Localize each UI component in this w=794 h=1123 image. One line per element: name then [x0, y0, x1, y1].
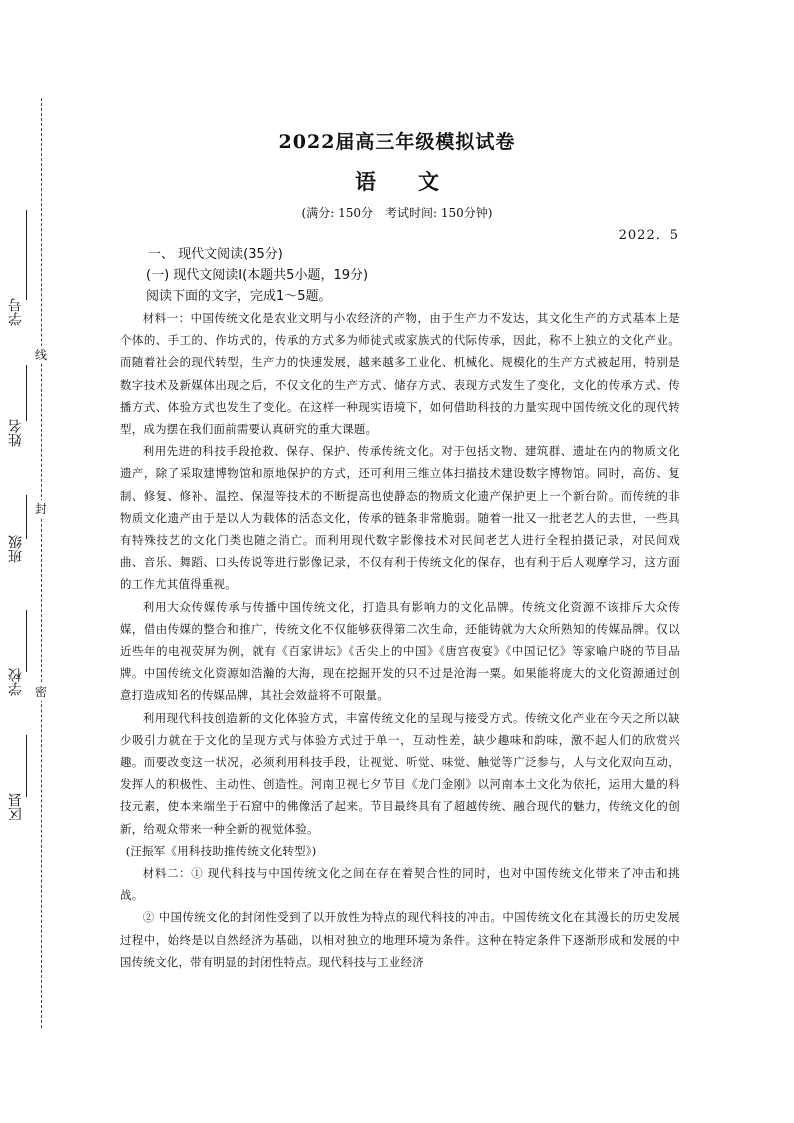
- paragraph-preservation: 利用先进的科技手段抢救、保存、保护、传承传统文化。对于包括文物、建筑群、遗址在内的物质文化遗产，除了采取建博物馆和原地保护的方式，还可利用三维立体扫描技术建设数字博物馆。同时，高仿、复制、修复、修补、温控、保湿等技术的不断提高也使静态的物质文化遗产保护更上一个新台阶。而传统的非物质文化遗产由于是以人为载体的活态文化，传承的链条非常脆弱。随着一批又一批老艺人的去世，一些具有特殊技艺的文化门类也随之消亡。而利用现代数字影像技术对民间老艺人进行全程拍摄记录，对民间戏曲、音乐、舞蹈、口头传说等进行影像记录，不仅有利于传统文化的保存，也有利于后人观摩学习，这方面的工作尤其值得重视。: [120, 444, 680, 592]
- cut-line: [41, 98, 42, 1028]
- section-heading: 一、 现代文阅读(35分): [148, 247, 283, 262]
- paragraph-material-two-1: 材料二：① 现代科技与中国传统文化之间在存在着契合性的同时，也对中国传统文化带来了冲击和挑战。: [120, 866, 680, 903]
- reading-section: [120, 244, 680, 973]
- paragraph-material-two-2: ② 中国传统文化的封闭性受到了以开放性为特点的现代科技的冲击。中国传统文化在其漫长的历史发展过程中，始终是以自然经济为基础，以相对独立的地理环境为条件。这种在特定条件下逐渐形成和发展的中国传统文化，带有明显的封闭性特点。现代科技与工业经济: [120, 910, 680, 969]
- exam-meta: (满分: 150分 考试时间: 150分钟): [301, 206, 493, 220]
- field-district: [6, 735, 30, 845]
- section-sub-heading: (一) 现代文阅读Ⅰ(本题共5小题，19分): [146, 268, 369, 283]
- exam-date: 2022．5: [618, 228, 679, 243]
- field-label-district: 区县: [8, 793, 24, 821]
- cut-word-xian: 线: [32, 346, 50, 364]
- field-label-student-id: 学号: [8, 298, 24, 326]
- cut-word-mi: 密: [32, 683, 50, 701]
- field-class: [6, 495, 30, 605]
- field-school: [6, 610, 30, 720]
- cut-word-feng: 封: [32, 500, 50, 518]
- field-label-class: 班级: [8, 535, 24, 563]
- exam-title: 2022届高三年级模拟试卷: [278, 131, 516, 153]
- paragraph-material-one: 材料一：中国传统文化是农业文明与小农经济的产物，由于生产力不发达，其文化生产的方式基本上是个体的、手工的、作坊式的，传承的方式多为师徒式或家族式的代际传承，因此，称不上独立的文化产业。而随着社会的现代转型，生产力的快速发展，越来越多工业化、机械化、规模化的生产方式被起用，特别是数字技术及新媒体出现之后，不仅文化的生产方式、储存方式、表现方式发生了变化，文化的传承方式、传播方式、体验方式也发生了变化。在这样一种现实语境下，如何借助科技的力量实现中国传统文化的现代转型，成为摆在我们面前需要认真研究的重大课题。: [120, 311, 680, 437]
- field-label-name: 姓名: [8, 419, 24, 447]
- paragraph-mass-media: 利用大众传媒传承与传播中国传统文化，打造具有影响力的文化品牌。传统文化资源不该排斥大众传媒，借由传媒的整合和推广，传统文化不仅能够获得第二次生命，还能铸就为大众所熟知的传媒品牌。仅以近些年的电视荧屏为例，就有《百家讲坛》《舌尖上的中国》《唐宫夜宴》《中国记忆》等家喻户晓的节目品牌。中国传统文化资源如浩瀚的大海，现在挖掘开发的只不过是沧海一粟。如果能将庞大的文化资源通过创意打造成知名的传媒品牌，其社会效益将不可限量。: [120, 599, 680, 703]
- field-rule: [26, 365, 27, 421]
- field-rule: [26, 735, 27, 797]
- field-label-school: 学校: [8, 668, 24, 696]
- source-citation: (汪振军《用科技助推传统文化转型》): [125, 843, 317, 858]
- field-student-id: [6, 210, 30, 350]
- field-name: [6, 365, 30, 475]
- field-rule: [26, 610, 27, 672]
- section-instruction: 阅读下面的文字，完成1～5题。: [146, 289, 332, 304]
- field-rule: [26, 495, 27, 539]
- paragraph-experience: 利用现代科技创造新的文化体验方式，丰富传统文化的呈现与接受方式。传统文化产业在今天之所以缺少吸引力就在于文化的呈现方式与体验方式过于单一，互动性差，缺少趣味和韵味，激不起人们的欣赏兴趣。而要改变这一状况，必须利用科技手段，让视觉、听觉、味觉、触觉等广泛参与，人与文化双向互动，发挥人的积极性、主动性、创造性。河南卫视七夕节目《龙门金刚》以河南本土文化为依托，运用大量的科技元素，使本来端坐于石窟中的佛像活了起来。节目最终具有了超越传统、融合现代的魅力，传统文化的创新，给观众带来一种全新的视觉体验。: [120, 710, 680, 836]
- field-rule: [26, 210, 27, 300]
- subject-title: 语 文: [355, 169, 439, 194]
